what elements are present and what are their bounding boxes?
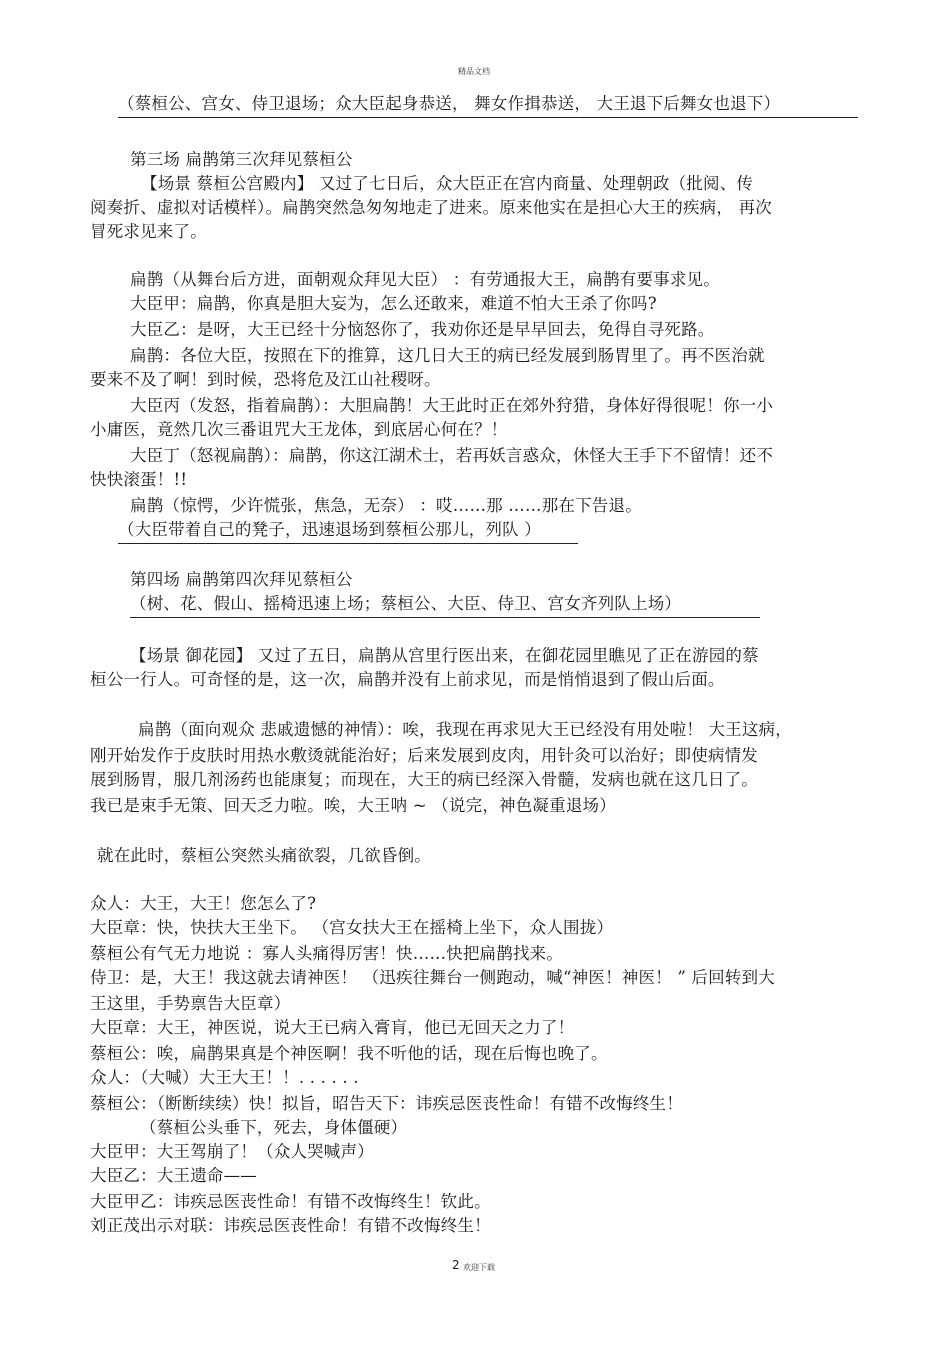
dialogue-line: 王这里，手势禀告大臣章）: [90, 994, 291, 1013]
dialogue-line: 扁鹊（惊愕，少许慌张，焦急，无奈） ：哎……那 ……那在下告退。: [130, 496, 642, 515]
header-label: 精品文档: [458, 67, 490, 76]
stage-direction: （蔡桓公、宫女、侍卫退场；众大臣起身恭送， 舞女作揖恭送， 大王退下后舞女也退下）: [118, 92, 858, 118]
paragraph-line: 桓公一行人。可奇怪的是，这一次，扁鹊并没有上前求见，而是悄悄退到了假山后面。: [90, 670, 725, 689]
dialogue-line: 大臣乙：大王遗命——: [90, 1166, 257, 1185]
paragraph-line: 就在此时，蔡桓公突然头痛欲裂，几欲昏倒。: [97, 846, 431, 865]
footer-label: 欢迎下载: [463, 1263, 495, 1272]
dialogue-line: 我已是束手无策、回天乏力啦。唉，大王呐 ~ （说完，神色凝重退场）: [90, 796, 616, 815]
dialogue-line: 刘正茂出示对联：讳疾忌医丧性命！有错不改悔终生！: [90, 1216, 491, 1235]
dialogue-line: 蔡桓公：唉，扁鹊果真是个神医啊！我不听他的话，现在后悔也晚了。: [90, 1044, 608, 1063]
dialogue-line: 大臣甲乙：讳疾忌医丧性命！有错不改悔终生！钦此。: [90, 1192, 491, 1211]
dialogue-line: 展到肠胃，服几剂汤药也能康复；而现在，大王的病已经深入骨髓，发病也就在这几日了。: [90, 770, 758, 789]
dialogue-line: 大臣甲：大王驾崩了！（众人哭喊声）: [90, 1142, 374, 1161]
dialogue-line: 蔡桓公有气无力地说 ：寡人头痛得厉害！快……快把扁鹊找来。: [90, 944, 564, 963]
dialogue-line: 大臣章：大王，神医说，说大王已病入膏肓，他已无回天之力了！: [90, 1018, 575, 1037]
dialogue-line: 众人：大王，大王！您怎么了?: [90, 894, 317, 913]
scene-title: 第三场 扁鹊第三次拜见蔡桓公: [130, 150, 353, 169]
paragraph-line: 冒死求见来了。: [90, 222, 207, 241]
dialogue-line: 要来不及了啊！到时候，恐将危及江山社稷呀。: [90, 370, 441, 389]
stage-direction: （大臣带着自己的凳子，迅速退场到蔡桓公那儿，列队 ）: [118, 518, 578, 544]
dialogue-line: 大臣丙（发怒，指着扁鹊）：大胆扁鹊！大王此时正在郊外狩猎，身体好得很呢！你一小: [130, 396, 774, 415]
dialogue-line: 扁鹊（从舞台后方进，面朝观众拜见大臣） ：有劳通报大王，扁鹊有要事求见。: [130, 270, 720, 289]
paragraph-line: 【场景 蔡桓公宫殿内】 又过了七日后，众大臣正在宫内商量、处理朝政（批阅、传: [141, 174, 754, 193]
dialogue-line: 刚开始发作于皮肤时用热水敷烫就能治好；后来发展到皮肉，用针灸可以治好；即使病情发: [90, 746, 758, 765]
scene-title: 第四场 扁鹊第四次拜见蔡桓公: [130, 570, 353, 589]
paragraph-line: 【场景 御花园】 又过了五日，扁鹊从宫里行医出来，在御花园里瞧见了正在游园的蔡: [130, 646, 759, 665]
dialogue-line: 大臣甲：扁鹊，你真是胆大妄为，怎么还敢来，难道不怕大王杀了你吗?: [130, 294, 657, 313]
dialogue-line: 大臣章：快，快扶大王坐下。 （宫女扶大王在摇椅上坐下，众人围拢）: [90, 918, 614, 937]
dialogue-line: 扁鹊：各位大臣，按照在下的推算，这几日大王的病已经发展到肠胃里了。再不医治就: [130, 346, 765, 365]
dialogue-line: 快快滚蛋！!!: [90, 470, 188, 489]
page-number: 2: [452, 1258, 460, 1272]
dialogue-line: 侍卫：是，大王！我这就去请神医！ （迅疾往舞台一侧跑动，喊“神医！神医！ ” 后回转到大: [90, 968, 775, 987]
dialogue-line: 扁鹊（面向观众 悲戚遗憾的神情）：唉，我现在再求见大王已经没有用处啦！ 大王这病，: [138, 720, 792, 739]
dialogue-line: 大臣丁（怒视扁鹊）：扁鹊，你这江湖术士，若再妖言惑众，休怪大王手下不留情！还不: [130, 446, 774, 465]
dialogue-line: 小庸医，竟然几次三番诅咒大王龙体，到底居心何在？！: [90, 420, 508, 439]
stage-direction: （树、花、假山、摇椅迅速上场；蔡桓公、大臣、侍卫、宫女齐列队上场）: [130, 592, 760, 618]
dialogue-line: 大臣乙：是呀，大王已经十分恼怒你了，我劝你还是早早回去，免得自寻死路。: [130, 320, 715, 339]
dialogue-line: 众人：（大喊）大王大王！！. . . . . .: [90, 1068, 359, 1087]
stage-direction: （蔡桓公头垂下，死去，身体僵硬）: [140, 1118, 408, 1137]
dialogue-line: 蔡桓公：（断断续续）快！拟旨，昭告天下：讳疾忌医丧性命！有错不改悔终生！: [90, 1094, 683, 1113]
paragraph-line: 阅奏折、虚拟对话模样）。扁鹊突然急匆匆地走了进来。原来他实在是担心大王的疾病， 再次: [90, 198, 772, 217]
